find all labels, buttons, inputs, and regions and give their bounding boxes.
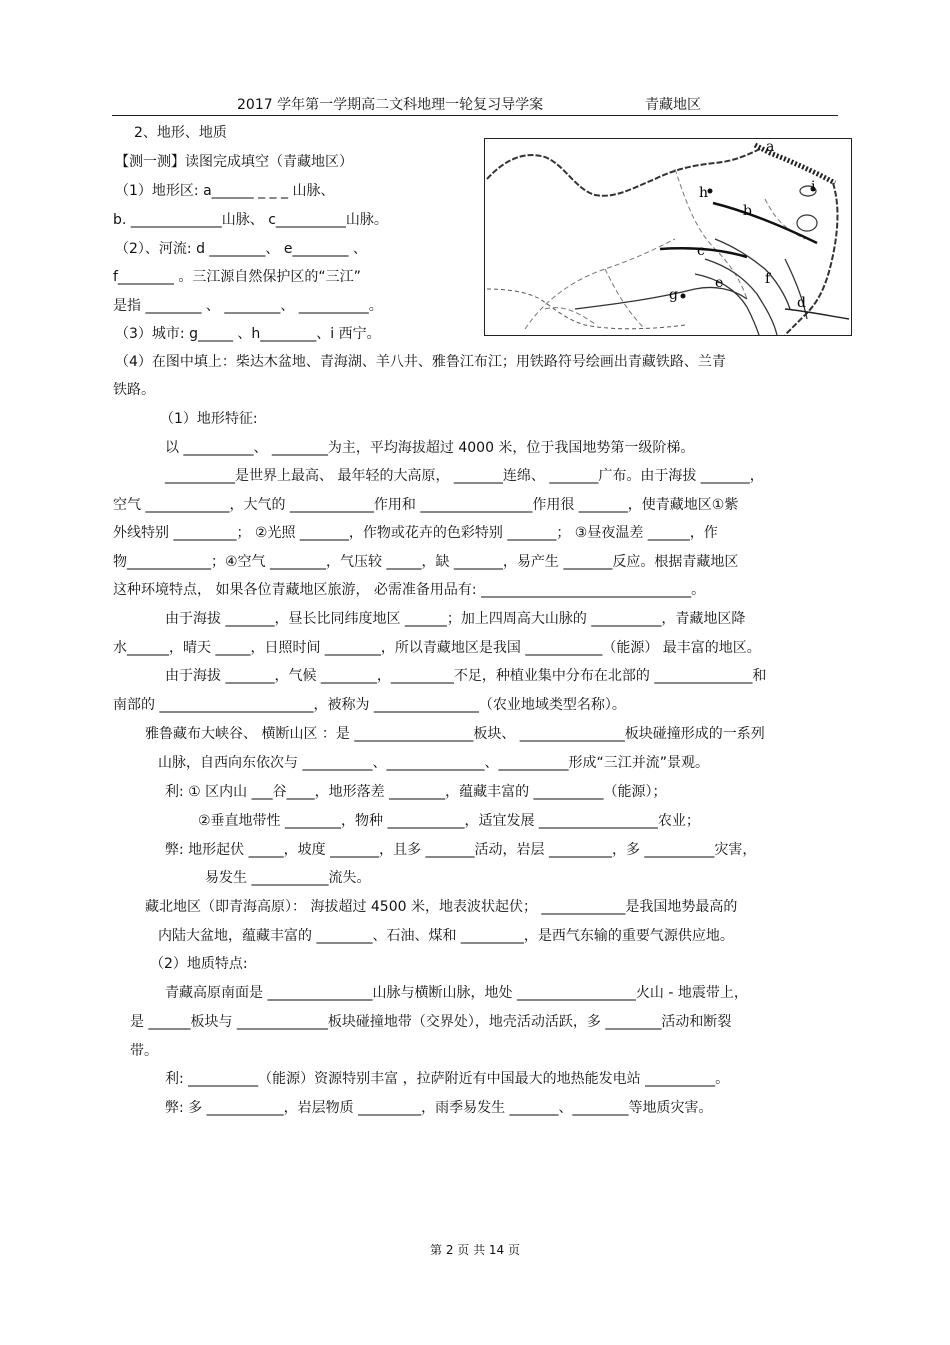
text-line: 空气 ____________，大气的 ____________作用和 ________________作用很 _______，使青藏地区①紫 — [113, 497, 739, 513]
map-label-h: h — [699, 185, 709, 201]
text-line: 水______，晴天 _____，日照时间 ________，所以青藏地区是我国 ___________（能源） 最丰富的地区。 — [113, 640, 761, 656]
quiz-heading: 【测一测】读图完成填空（青藏地区） — [115, 154, 353, 170]
map-label-c: c — [697, 243, 705, 259]
text-line: 南部的 ______________________，被称为 _______________（农业地域类型名称）。 — [113, 697, 626, 713]
text-line: 以 __________、 ________为主，平均海拔超过 4000 米，位于我国地势第一级阶梯。 — [165, 440, 695, 456]
text-line: 雅鲁藏布大峡谷、 横断山区 ：是 _________________板块、 _______________板块碰撞形成的一系列 — [145, 726, 765, 742]
header-region: 青藏地区 — [645, 97, 701, 113]
text-line: 弊: 多 ___________，岩层物质 _________，雨季易发生 _______、________等地质灾害。 — [165, 1100, 713, 1116]
text-line: 物____________；④空气 ________，气压较 _____，缺 _______，易产生 _______反应。根据青藏地区 — [113, 554, 739, 570]
map-label-f: f — [765, 271, 771, 287]
text-line: 这种环境特点， 如果各位青藏地区旅游， 必需准备用品有: ______________________________。 — [113, 582, 706, 598]
text-line: 山脉，自西向东依次与 __________、______________、__________形成“三江并流”景观。 — [158, 755, 709, 771]
page-footer: 第 2 页 共 14 页 — [430, 1243, 520, 1257]
map-label-b: b — [743, 203, 752, 219]
text-line: （2）、河流: d ________、 e________ 、 — [115, 241, 367, 257]
text-line: 内陆大盆地，蕴藏丰富的 ________、石油、煤和 _________，是西气东输的重要气源供应地。 — [158, 928, 734, 944]
text-line: 外线特别 _________； ②光照 _______，作物或花卉的色彩特别 _______； ③昼夜温差 ______，作 — [113, 525, 718, 541]
text-line: 是 ______板块与 _____________板块碰撞地带（交界处），地壳活动活跃，多 ________活动和断裂 — [130, 1014, 732, 1030]
text-line: 弊: 地形起伏 _____，坡度 _______，且多 _______活动，岩层 _________，多 __________灾害， — [165, 842, 757, 858]
text-line: 带。 — [130, 1043, 158, 1059]
qinghai-tibet-map — [484, 138, 852, 336]
map-label-d: d — [797, 295, 806, 311]
text-line: 由于海拔 _______，昼长比同纬度地区 ______；加上四周高大山脉的 __________，青藏地区降 — [165, 611, 746, 627]
text-line: 藏北地区（即青海高原）： 海拔超过 4500 米，地表波状起伏； ____________是我国地势最高的 — [145, 899, 738, 915]
header-title: 2017 学年第一学期高二文科地理一轮复习导学案 — [237, 97, 544, 113]
text-line: 利: __________（能源）资源特别丰富 ，拉萨附近有中国最大的地热能发电站 __________。 — [165, 1071, 730, 1087]
map-label-i: i — [811, 179, 816, 195]
text-line: （1）地形区: a______ _ _ _ 山脉、 — [115, 183, 335, 199]
map-label-e: e — [715, 275, 724, 291]
map-label-g: g — [669, 287, 678, 303]
text-line: b. _____________山脉、 c__________山脉。 — [113, 212, 388, 228]
subsection-heading: （2）地质特点: — [150, 956, 248, 972]
text-line: （3）城市: g_____ 、h________、i 西宁。 — [115, 326, 381, 342]
text-line: 是指 ________ 、 ________、 __________。 — [113, 298, 383, 314]
subsection-heading: （1）地形特征: — [160, 411, 258, 427]
text-line: 易发生 ___________流失。 — [205, 870, 371, 886]
text-line: 由于海拔 _______，气候 ________，_________不足，种植业集中分布在北部的 ______________和 — [165, 668, 767, 684]
text-line: 利: ① 区内山 ___谷____，地形落差 ________，蕴藏丰富的 __________（能源）； — [165, 784, 667, 800]
text-line: 青藏高原南面是 _______________山脉与横断山脉，地处 _________________火山 - 地震带上， — [165, 985, 748, 1001]
text-line: 铁路。 — [113, 382, 155, 398]
text-line: f________ 。三江源自然保护区的“三江” — [113, 269, 361, 285]
section-heading: 2、地形、地质 — [134, 125, 227, 141]
header-rule — [112, 115, 838, 116]
text-line: __________是世界上最高、 最年轻的大高原， _______连绵、 _______广布。由于海拔 _______， — [165, 468, 764, 484]
map-label-a: a — [766, 139, 775, 155]
text-line: （4）在图中填上：柴达木盆地、青海湖、羊八井、雅鲁江布江；用铁路符号绘画出青藏铁路、兰青 — [115, 354, 726, 370]
text-line: ②垂直地带性 ________，物种 ___________，适宜发展 _________________农业； — [198, 813, 700, 829]
